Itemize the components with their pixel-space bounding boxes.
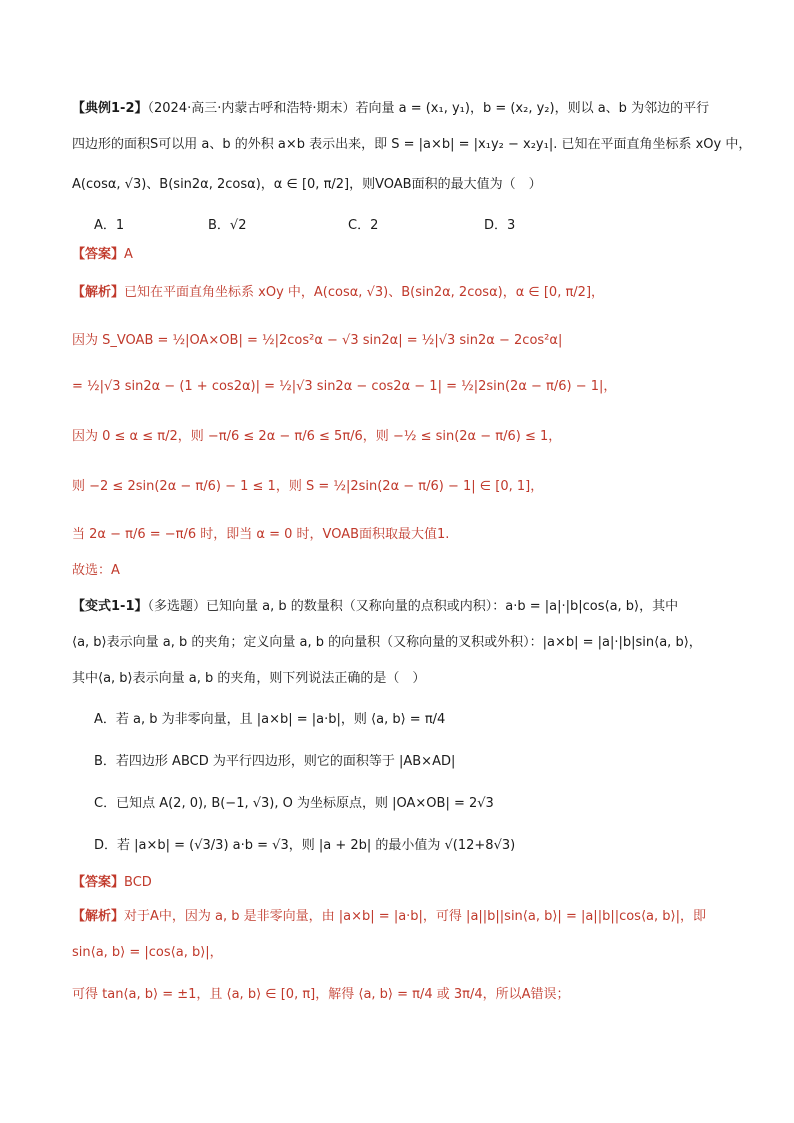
answer-value: BCD xyxy=(124,875,152,890)
problem1-option-a: A．1 xyxy=(94,218,125,233)
problem1-analysis-5: 则 −2 ≤ 2sin(2α − π/6) − 1 ≤ 1，则 S = ½|2sin(2α − π/6) − 1| ∈ [0, 1]， xyxy=(72,479,544,494)
problem1-tag: 【典例1-2】 xyxy=(72,101,148,116)
problem1-line3: A(cosα, √3)、B(sin2α, 2cosα)，α ∈ [0, π/2]，则VOAB面积的最大值为（ ） xyxy=(72,177,542,192)
analysis-tag: 【解析】 xyxy=(72,285,125,300)
problem1-analysis-3: = ½|√3 sin2α − (1 + cos2α)| = ½|√3 sin2α − cos2α − 1| = ½|2sin(2α − π/6) − 1|， xyxy=(72,379,617,394)
problem2-option-d: D．若 |a×b| = (√3/3) a·b = √3，则 |a + 2b| 的最小值为 √(12+8√3) xyxy=(94,838,516,853)
problem2-option-a: A．若 a, b 为非零向量，且 |a×b| = |a·b|，则 ⟨a, b⟩ = π/4 xyxy=(94,712,446,727)
problem2-analysis-2: sin⟨a, b⟩ = |cos⟨a, b⟩|， xyxy=(72,945,223,960)
analysis-tag: 【解析】 xyxy=(72,909,125,924)
problem2-line3: 其中⟨a, b⟩表示向量 a, b 的夹角，则下列说法正确的是（ ） xyxy=(72,671,426,686)
problem1-stem-1: （2024·高三·内蒙古呼和浩特·期末）若向量 a = (x₁, y₁)，b = (x₂, y₂)，则以 a、b 为邻边的平行 xyxy=(147,101,710,116)
problem2-tag: 【变式1-1】 xyxy=(72,599,148,614)
problem1-analysis-1 xyxy=(72,282,732,304)
problem2-analysis-1 xyxy=(72,906,732,928)
problem1-analysis-4: 因为 0 ≤ α ≤ π/2，则 −π/6 ≤ 2α − π/6 ≤ 5π/6，则 −½ ≤ sin(2α − π/6) ≤ 1， xyxy=(72,429,562,444)
problem1-conclusion: 故选：A xyxy=(72,563,120,578)
answer-tag: 【答案】 xyxy=(72,247,125,262)
problem2-option-c: C．已知点 A(2, 0), B(−1, √3), O 为坐标原点，则 |OA×OB| = 2√3 xyxy=(94,796,494,811)
problem1-analysis-2: 因为 S_VOAB = ½|OA×OB| = ½|2cos²α − √3 sin2α| = ½|√3 sin2α − 2cos²α| xyxy=(72,333,563,348)
problem1-option-d: D．3 xyxy=(484,218,516,233)
analysis-text: 对于A中，因为 a, b 是非零向量，由 |a×b| = |a·b|，可得 |a||b||sin⟨a, b⟩| = |a||b||cos⟨a, b⟩|，即 xyxy=(124,909,706,924)
answer-tag: 【答案】 xyxy=(72,875,125,890)
problem1-line1 xyxy=(72,98,732,120)
analysis-text: 已知在平面直角坐标系 xOy 中，A(cosα, √3)、B(sin2α, 2cosα)，α ∈ [0, π/2]， xyxy=(124,285,605,300)
problem2-option-b: B．若四边形 ABCD 为平行四边形，则它的面积等于 |AB×AD| xyxy=(94,754,456,769)
problem2-line2: ⟨a, b⟩表示向量 a, b 的夹角；定义向量 a, b 的向量积（又称向量的叉积或外积）：|a×b| = |a|·|b|sin⟨a, b⟩， xyxy=(72,635,702,650)
problem1-option-c: C．2 xyxy=(348,218,379,233)
problem1-option-b: B．√2 xyxy=(208,218,247,233)
problem1-analysis-6: 当 2α − π/6 = −π/6 时，即当 α = 0 时，VOAB面积取最大值1. xyxy=(72,527,450,542)
problem1-line2: 四边形的面积S可以用 a、b 的外积 a×b 表示出来，即 S = |a×b| = |x₁y₂ − x₂y₁|. 已知在平面直角坐标系 xOy 中， xyxy=(72,137,752,152)
problem2-analysis-3: 可得 tan⟨a, b⟩ = ±1，且 ⟨a, b⟩ ∈ [0, π]，解得 ⟨a, b⟩ = π/4 或 3π/4，所以A错误； xyxy=(72,987,570,1002)
problem2-line1 xyxy=(72,596,732,618)
problem1-answer xyxy=(72,244,732,266)
answer-value: A xyxy=(124,247,133,262)
problem2-answer xyxy=(72,872,732,894)
problem2-stem-1: （多选题）已知向量 a, b 的数量积（又称向量的点积或内积）：a·b = |a|·|b|cos⟨a, b⟩，其中 xyxy=(147,599,679,614)
